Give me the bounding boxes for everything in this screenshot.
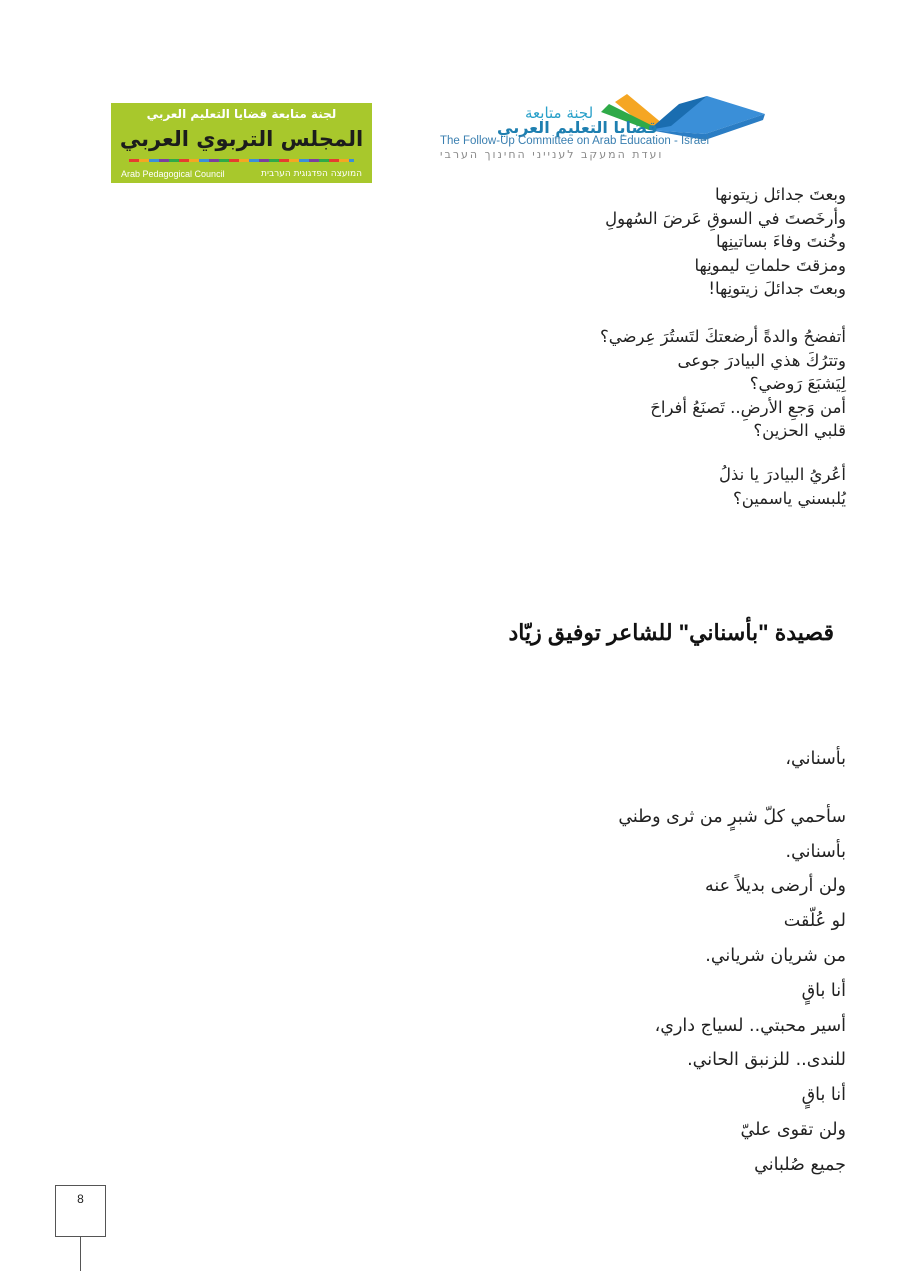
- verse-line: جميع صُلباني: [754, 1154, 846, 1175]
- verse-line: وتترُكَ هذي البيادرَ جوعى: [677, 350, 846, 370]
- logo-color-strip: [129, 159, 354, 162]
- verse-line: وخُنتَ وفاءَ بساتينِها: [715, 232, 846, 252]
- logo-arabic-top-text: لجنة متابعة قضايا التعليم العربي: [146, 107, 337, 121]
- page-number-line: [80, 1237, 81, 1271]
- poem-title: قصيدة "بأسناني" للشاعر توفيق زيّاد: [508, 620, 834, 645]
- logo-arabic-line2: قضايا التعليم العربي: [497, 118, 658, 137]
- logo-hebrew-text: ועדת המעקב לענייני החינוך הערבי: [440, 148, 664, 161]
- verse-line: سأحمي كلّ شبرٍ من ثرى وطني: [618, 806, 846, 827]
- page-number-box: [55, 1185, 106, 1237]
- verse-line: قلبي الحزين؟: [753, 421, 846, 441]
- verse-line: وبعتَ جدائلَ زيتونِها!: [708, 279, 846, 299]
- verse-line: أنا باقٍ: [801, 1085, 846, 1106]
- stanza-gap: [618, 777, 846, 800]
- verse-line: يُلبسني ياسمين؟: [732, 488, 846, 508]
- logo-arabic-line1: لجنة متابعة: [525, 104, 594, 122]
- logo-arabic-main-text: المجلس التربوي العربي: [119, 127, 364, 151]
- poem-bi-asnani: [618, 742, 846, 1183]
- logo-english-text: The Follow-Up Committee on Arab Education - Israel: [440, 135, 710, 147]
- verse-line: ولن تقوى عليّ: [740, 1119, 846, 1140]
- verse-line: من شريان شرياني.: [705, 945, 846, 966]
- verse-line: أعُريُ البيادرَ يا نذلُ: [719, 465, 846, 484]
- page-number: 8: [77, 1192, 84, 1206]
- verse-line: وأرخَصتَ في السوقِ عَرضَ السُهولِ: [605, 208, 846, 228]
- verse-line: أتفضحُ والدةً أرضعتكَ لتَستُرَ عِرضي؟: [599, 327, 846, 346]
- stanza-2: [600, 325, 846, 443]
- verse-line: ومزقتَ حلماتِ ليمونِها: [694, 255, 846, 275]
- logo-hebrew-text: המועצה הפדגוגית הערבית: [261, 169, 362, 179]
- arab-pedagogical-council-logo: [111, 103, 372, 183]
- follow-up-committee-logo: [437, 90, 777, 162]
- verse-line: لِيَشبَعَ رَوضي؟: [749, 374, 846, 394]
- verse-line: أسير محبتي.. لسياج داري،: [654, 1015, 846, 1036]
- verse-line: لو عُلّقت: [783, 911, 846, 932]
- stanza-1: [605, 183, 846, 301]
- verse-line: أمن وَجعِ الأرضِ.. تَصنَعُ أفراحَ: [650, 397, 846, 417]
- poem-first-line: بأسناني،: [785, 749, 846, 769]
- verse-line: ولن أرضى بديلاً عنه: [704, 876, 846, 897]
- verse-line: أنا باقٍ: [801, 980, 846, 1001]
- stanza-3: [719, 463, 846, 510]
- verse-line: للندى.. للزنبق الحاني.: [687, 1050, 846, 1071]
- logo-english-text: Arab Pedagogical Council: [121, 169, 225, 179]
- verse-line: وبعتَ جدائل زيتونها: [714, 185, 846, 204]
- verse-line: بأسناني.: [785, 841, 846, 862]
